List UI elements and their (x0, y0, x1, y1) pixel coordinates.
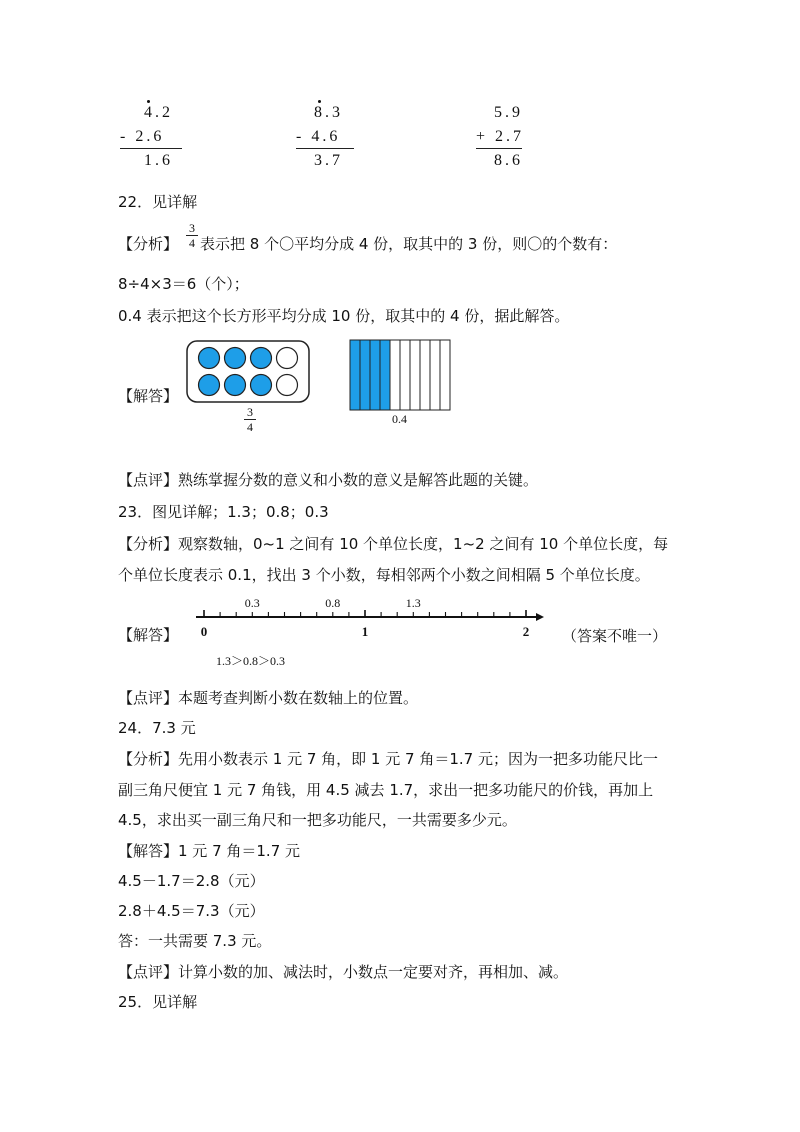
filled-circle (199, 348, 220, 369)
calc-top: 4.2 (144, 104, 173, 121)
fraction-denominator: 4 (247, 420, 253, 434)
calc-operand: - 2.6 (120, 128, 165, 145)
calc-rule (476, 148, 522, 149)
empty-circle (277, 375, 298, 396)
calc-result: 8.6 (494, 152, 523, 169)
q24-analysis-line1: 【分析】先用小数表示 1 元 7 角，即 1 元 7 角＝1.7 元；因为一把多功能尺比一 (118, 750, 658, 768)
calc-result: 3.7 (314, 152, 343, 169)
empty-strip (420, 340, 430, 410)
calc-top: 5.9 (494, 104, 523, 121)
recurring-dot (318, 100, 321, 103)
filled-strip (380, 340, 390, 410)
empty-strip (410, 340, 420, 410)
fig2-label: 0.4 (392, 412, 407, 426)
q23-comment: 【点评】本题考查判断小数在数轴上的位置。 (118, 689, 419, 707)
strips-group (350, 340, 450, 410)
q22-fraction (186, 222, 198, 249)
calc-rule (120, 148, 182, 149)
strips-figure (349, 339, 459, 411)
calc-operand: - 4.6 (296, 128, 341, 145)
filled-strip (360, 340, 370, 410)
calc-operand: + 2.7 (476, 128, 525, 145)
q22-line3: 0.4 表示把这个长方形平均分成 10 份，取其中的 4 份，据此解答。 (118, 307, 570, 325)
mark-label: 0.8 (325, 596, 341, 610)
q24-heading: 24．7.3 元 (118, 719, 196, 737)
recurring-dot (147, 100, 150, 103)
q23-heading: 23．图见详解；1.3；0.8；0.3 (118, 503, 329, 521)
axis-label: 2 (522, 624, 530, 639)
empty-strip (400, 340, 410, 410)
axis-arrow (536, 613, 544, 621)
q23-answer-label: 【解答】 (118, 626, 179, 644)
q24-analysis-line3: 4.5，求出买一副三角尺和一把多功能尺，一共需要多少元。 (118, 811, 517, 829)
empty-circle (277, 348, 298, 369)
axis-label: 0 (200, 624, 208, 639)
calc-result: 1.6 (144, 152, 173, 169)
filled-circle (225, 375, 246, 396)
q22-heading: 22．见详解 (118, 193, 198, 211)
q23-comparison: 1.3＞0.8＞0.3 (216, 654, 286, 668)
q24-comment: 【点评】计算小数的加、减法时，小数点一定要对齐，再相加、减。 (118, 963, 569, 981)
q22-analysis-text: 表示把 8 个〇平均分成 4 份，取其中的 3 份，则〇的个数有： (200, 235, 618, 253)
filled-circle (251, 375, 272, 396)
fig1-fraction (244, 406, 256, 433)
q22-comment: 【点评】熟练掌握分数的意义和小数的意义是解答此题的关键。 (118, 471, 539, 489)
filled-strip (370, 340, 380, 410)
axis-group (196, 596, 544, 639)
q24-answer-line1: 【解答】1 元 7 角＝1.7 元 (118, 842, 301, 860)
q22-analysis-label: 【分析】 (118, 235, 179, 253)
q24-analysis-line2: 副三角尺便宜 1 元 7 角钱，用 4.5 减去 1.7，求出一把多功能尺的价钱，再加上 (118, 781, 654, 799)
q22-answer-label: 【解答】 (118, 387, 179, 405)
calc-top: 8.3 (314, 104, 343, 121)
fraction-numerator: 3 (189, 221, 195, 235)
empty-strip (390, 340, 400, 410)
circles-group (199, 348, 298, 396)
q23-note: （答案不唯一） (562, 627, 668, 645)
mark-label: 1.3 (405, 596, 421, 610)
fraction-numerator: 3 (247, 405, 253, 419)
number-line (190, 592, 550, 644)
filled-circle (251, 348, 272, 369)
q23-analysis-line1: 【分析】观察数轴，0~1 之间有 10 个单位长度，1~2 之间有 10 个单位长度，每 (118, 535, 669, 553)
q24-answer-line2: 4.5－1.7＝2.8（元） (118, 872, 265, 890)
empty-strip (440, 340, 450, 410)
filled-circle (225, 348, 246, 369)
q25-heading: 25．见详解 (118, 993, 198, 1011)
calc-rule (296, 148, 354, 149)
mark-label: 0.3 (244, 596, 260, 610)
q24-answer-line3: 2.8＋4.5＝7.3（元） (118, 902, 265, 920)
filled-strip (350, 340, 360, 410)
axis-label: 1 (361, 624, 369, 639)
q24-answer-line4: 答：一共需要 7.3 元。 (118, 932, 272, 950)
q22-line2: 8÷4×3＝6（个）； (118, 275, 249, 293)
q23-analysis-line2: 个单位长度表示 0.1，找出 3 个小数，每相邻两个小数之间相隔 5 个单位长度。 (118, 566, 650, 584)
fraction-denominator: 4 (189, 236, 195, 250)
filled-circle (199, 375, 220, 396)
empty-strip (430, 340, 440, 410)
